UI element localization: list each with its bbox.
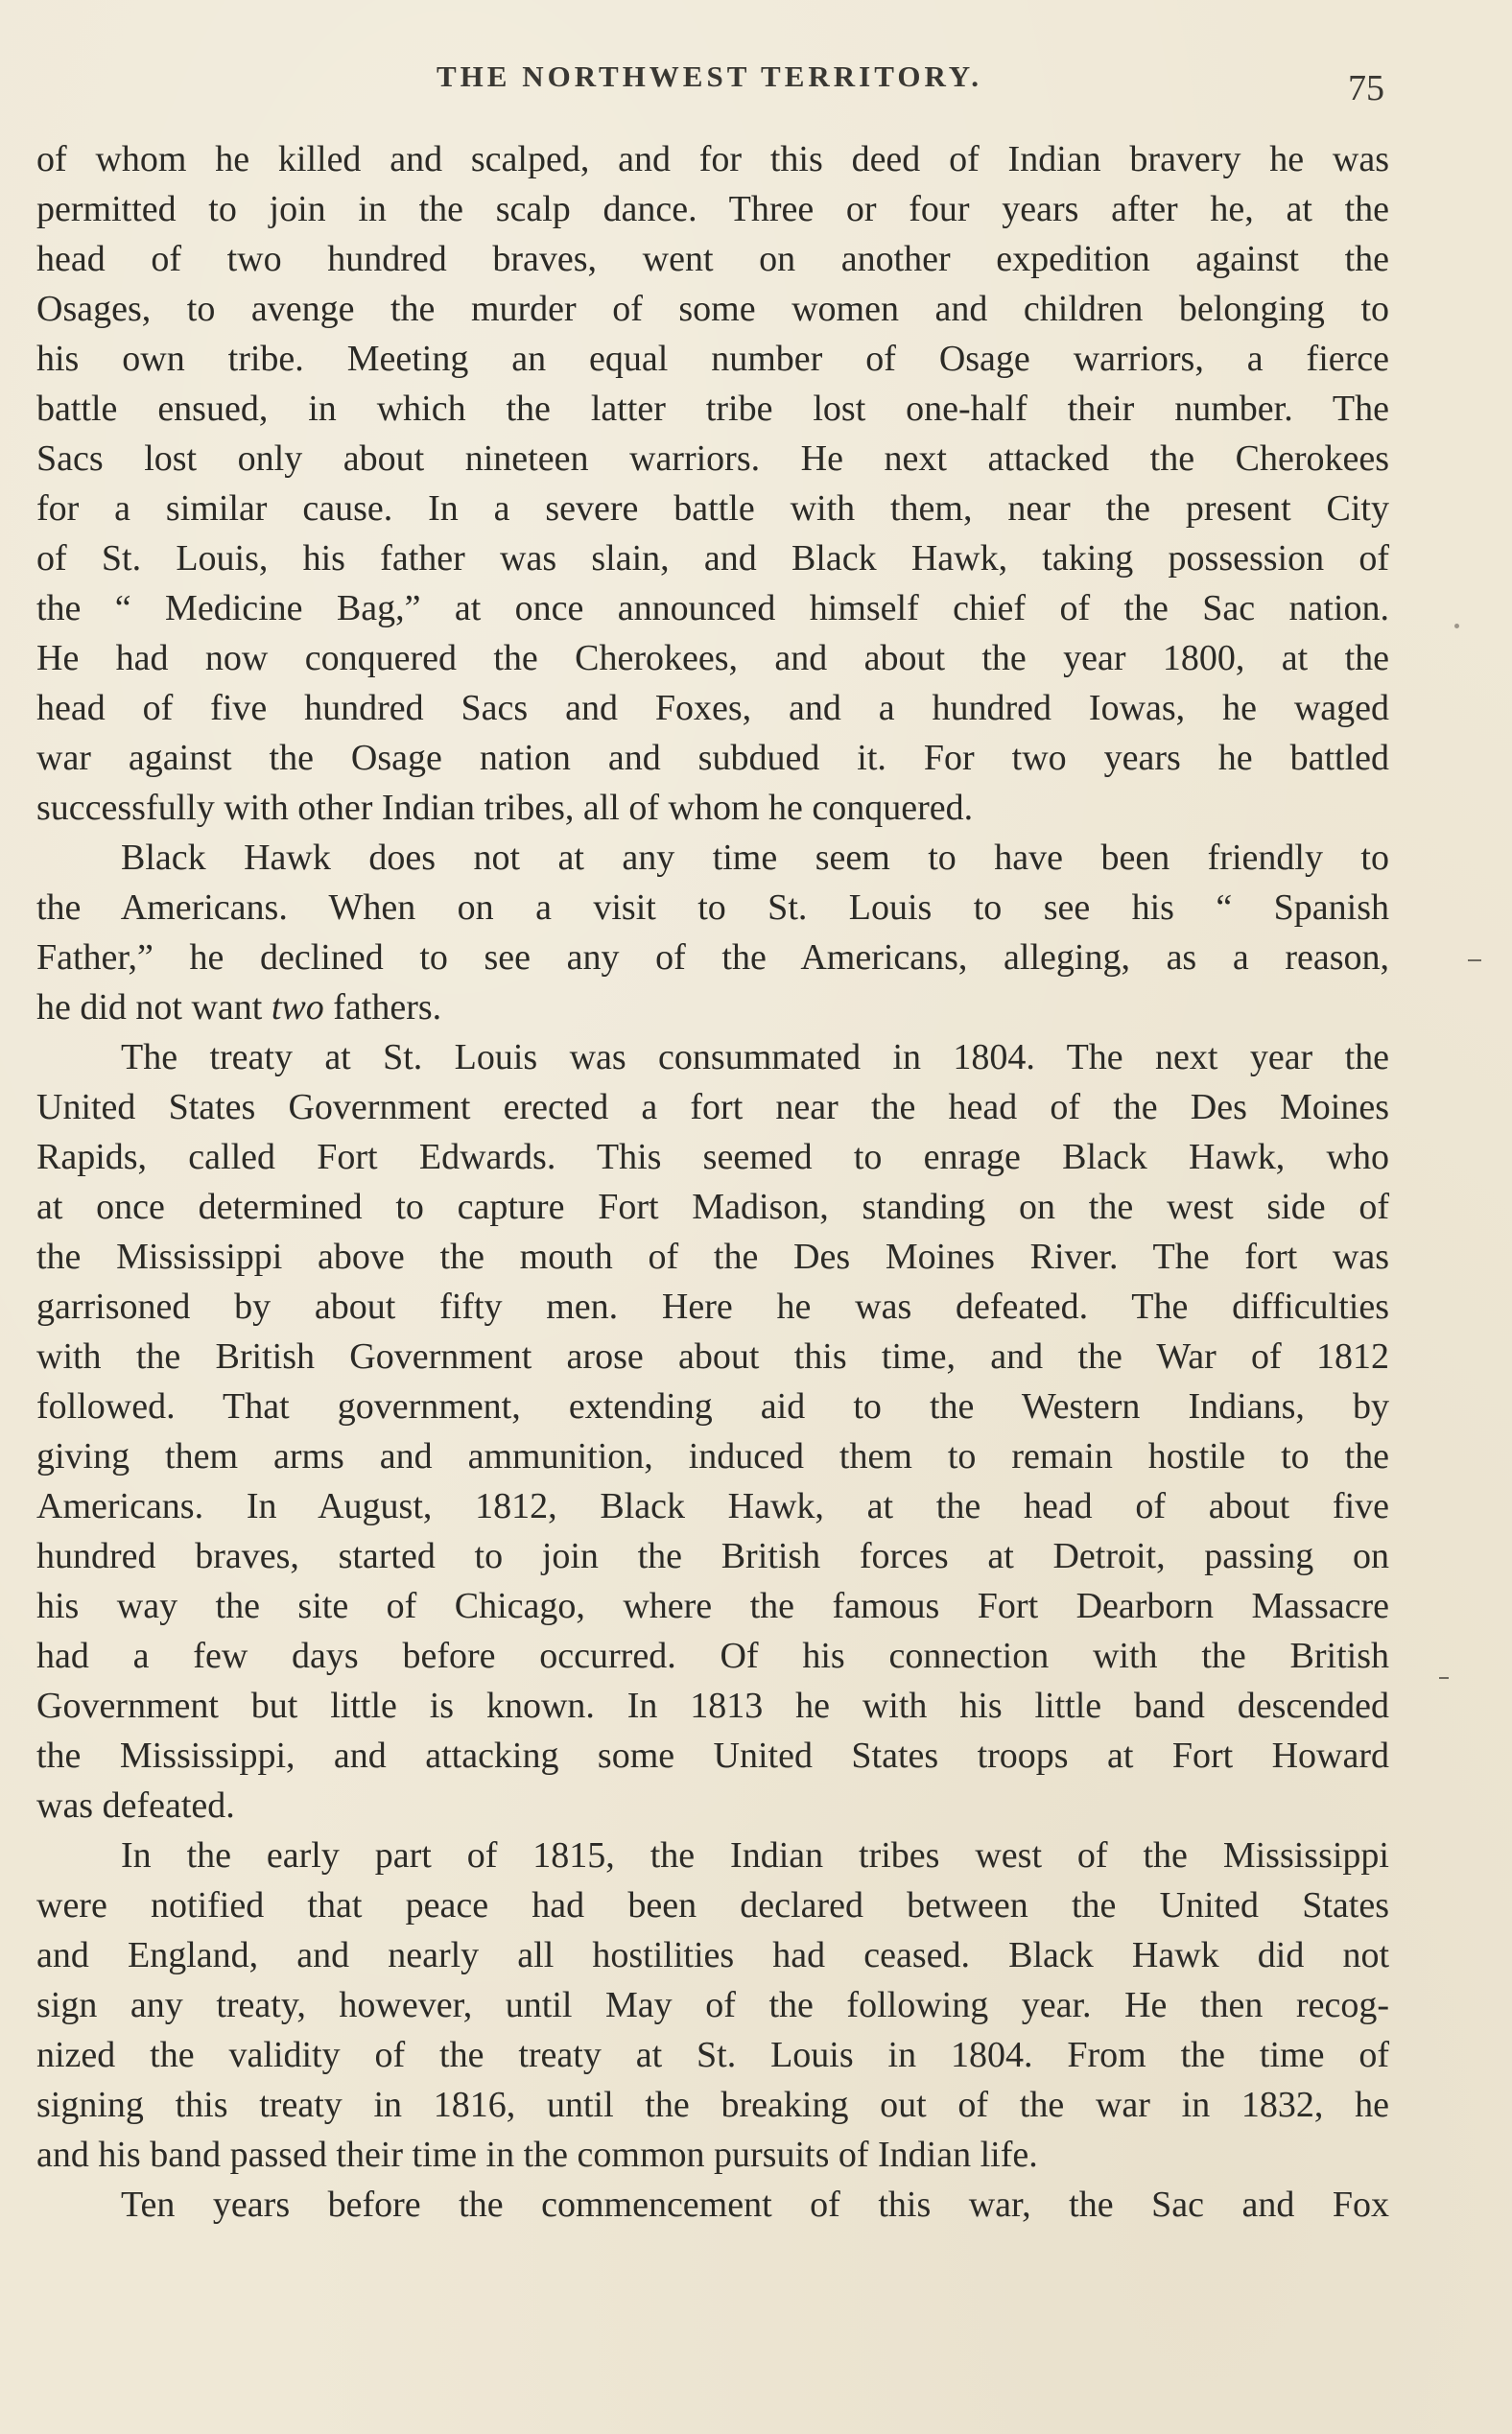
print-speck bbox=[1454, 624, 1459, 628]
text-line: battle ensued, in which the latter tribe lost one-half their number. The bbox=[36, 389, 1389, 429]
text-line: Rapids, called Fort Edwards. This seemed to enrage Black Hawk, who bbox=[36, 1137, 1389, 1177]
text-line: the “ Medicine Bag,” at once announced himself chief of the Sac nation. bbox=[36, 588, 1389, 628]
body-text bbox=[36, 134, 1389, 2230]
text-line: had a few days before occurred. Of his connection with the British bbox=[36, 1636, 1389, 1676]
text-line: the Mississippi, and attacking some United States troops at Fort Howard bbox=[36, 1736, 1389, 1776]
text-line: nized the validity of the treaty at St. Louis in 1804. From the time of bbox=[36, 2035, 1389, 2075]
text-line: he did not want two fathers. bbox=[36, 987, 442, 1028]
text-line: Black Hawk does not at any time seem to have been friendly to bbox=[121, 838, 1389, 878]
text-line: hundred braves, started to join the British forces at Detroit, passing on bbox=[36, 1536, 1389, 1576]
text-line: He had now conquered the Cherokees, and about the year 1800, at the bbox=[36, 638, 1389, 678]
text-line: permitted to join in the scalp dance. Three or four years after he, at the bbox=[36, 189, 1389, 229]
text-line: and his band passed their time in the common pursuits of Indian life. bbox=[36, 2135, 1038, 2175]
text-line: Father,” he declined to see any of the Americans, alleging, as a reason, bbox=[36, 937, 1389, 978]
text-line: followed. That government, extending aid to the Western Indians, by bbox=[36, 1386, 1389, 1427]
text-line: with the British Government arose about this time, and the War of 1812 bbox=[36, 1336, 1389, 1377]
text-line: head of two hundred braves, went on another expedition against the bbox=[36, 239, 1389, 279]
text-line: his own tribe. Meeting an equal number of Osage warriors, a fierce bbox=[36, 339, 1389, 379]
text-line: United States Government erected a fort near the head of the Des Moines bbox=[36, 1087, 1389, 1127]
text-line: and England, and nearly all hostilities had ceased. Black Hawk did not bbox=[36, 1935, 1389, 1975]
italic-word: two bbox=[271, 987, 324, 1028]
page-number: 75 bbox=[1348, 68, 1384, 108]
margin-mark bbox=[1439, 1677, 1449, 1679]
text-line: Government but little is known. In 1813 he with his little band descended bbox=[36, 1686, 1389, 1726]
text-line: of St. Louis, his father was slain, and Black Hawk, taking possession of bbox=[36, 538, 1389, 579]
text-line: at once determined to capture Fort Madison, standing on the west side of bbox=[36, 1187, 1389, 1227]
text-line: successfully with other Indian tribes, all of whom he conquered. bbox=[36, 788, 974, 828]
text-line: The treaty at St. Louis was consummated in 1804. The next year the bbox=[121, 1037, 1389, 1077]
text-line: head of five hundred Sacs and Foxes, and a hundred Iowas, he waged bbox=[36, 688, 1389, 728]
text-line: Americans. In August, 1812, Black Hawk, at the head of about five bbox=[36, 1486, 1389, 1526]
text-line: sign any treaty, however, until May of the following year. He then recog- bbox=[36, 1985, 1389, 2025]
text-line: the Americans. When on a visit to St. Louis to see his “ Spanish bbox=[36, 887, 1389, 928]
text-line: war against the Osage nation and subdued it. For two years he battled bbox=[36, 738, 1389, 778]
text-line: the Mississippi above the mouth of the Des Moines River. The fort was bbox=[36, 1237, 1389, 1277]
text-line: garrisoned by about fifty men. Here he was defeated. The difficulties bbox=[36, 1287, 1389, 1327]
text-line: In the early part of 1815, the Indian tribes west of the Mississippi bbox=[121, 1835, 1389, 1876]
text-line: giving them arms and ammunition, induced them to remain hostile to the bbox=[36, 1436, 1389, 1477]
text-line: Ten years before the commencement of this war, the Sac and Fox bbox=[121, 2185, 1389, 2225]
margin-mark bbox=[1468, 959, 1481, 961]
text-line: Osages, to avenge the murder of some women and children belonging to bbox=[36, 289, 1389, 329]
text-line: were notified that peace had been declared between the United States bbox=[36, 1885, 1389, 1926]
text-line: Sacs lost only about nineteen warriors. He next attacked the Cherokees bbox=[36, 438, 1389, 479]
running-head: THE NORTHWEST TERRITORY. bbox=[437, 59, 983, 93]
text-line: his way the site of Chicago, where the famous Fort Dearborn Massacre bbox=[36, 1586, 1389, 1626]
text-line: for a similar cause. In a severe battle with them, near the present City bbox=[36, 488, 1389, 529]
text-line: signing this treaty in 1816, until the breaking out of the war in 1832, he bbox=[36, 2085, 1389, 2125]
text-line: of whom he killed and scalped, and for this deed of Indian bravery he was bbox=[36, 139, 1389, 179]
text-line: was defeated. bbox=[36, 1785, 235, 1826]
